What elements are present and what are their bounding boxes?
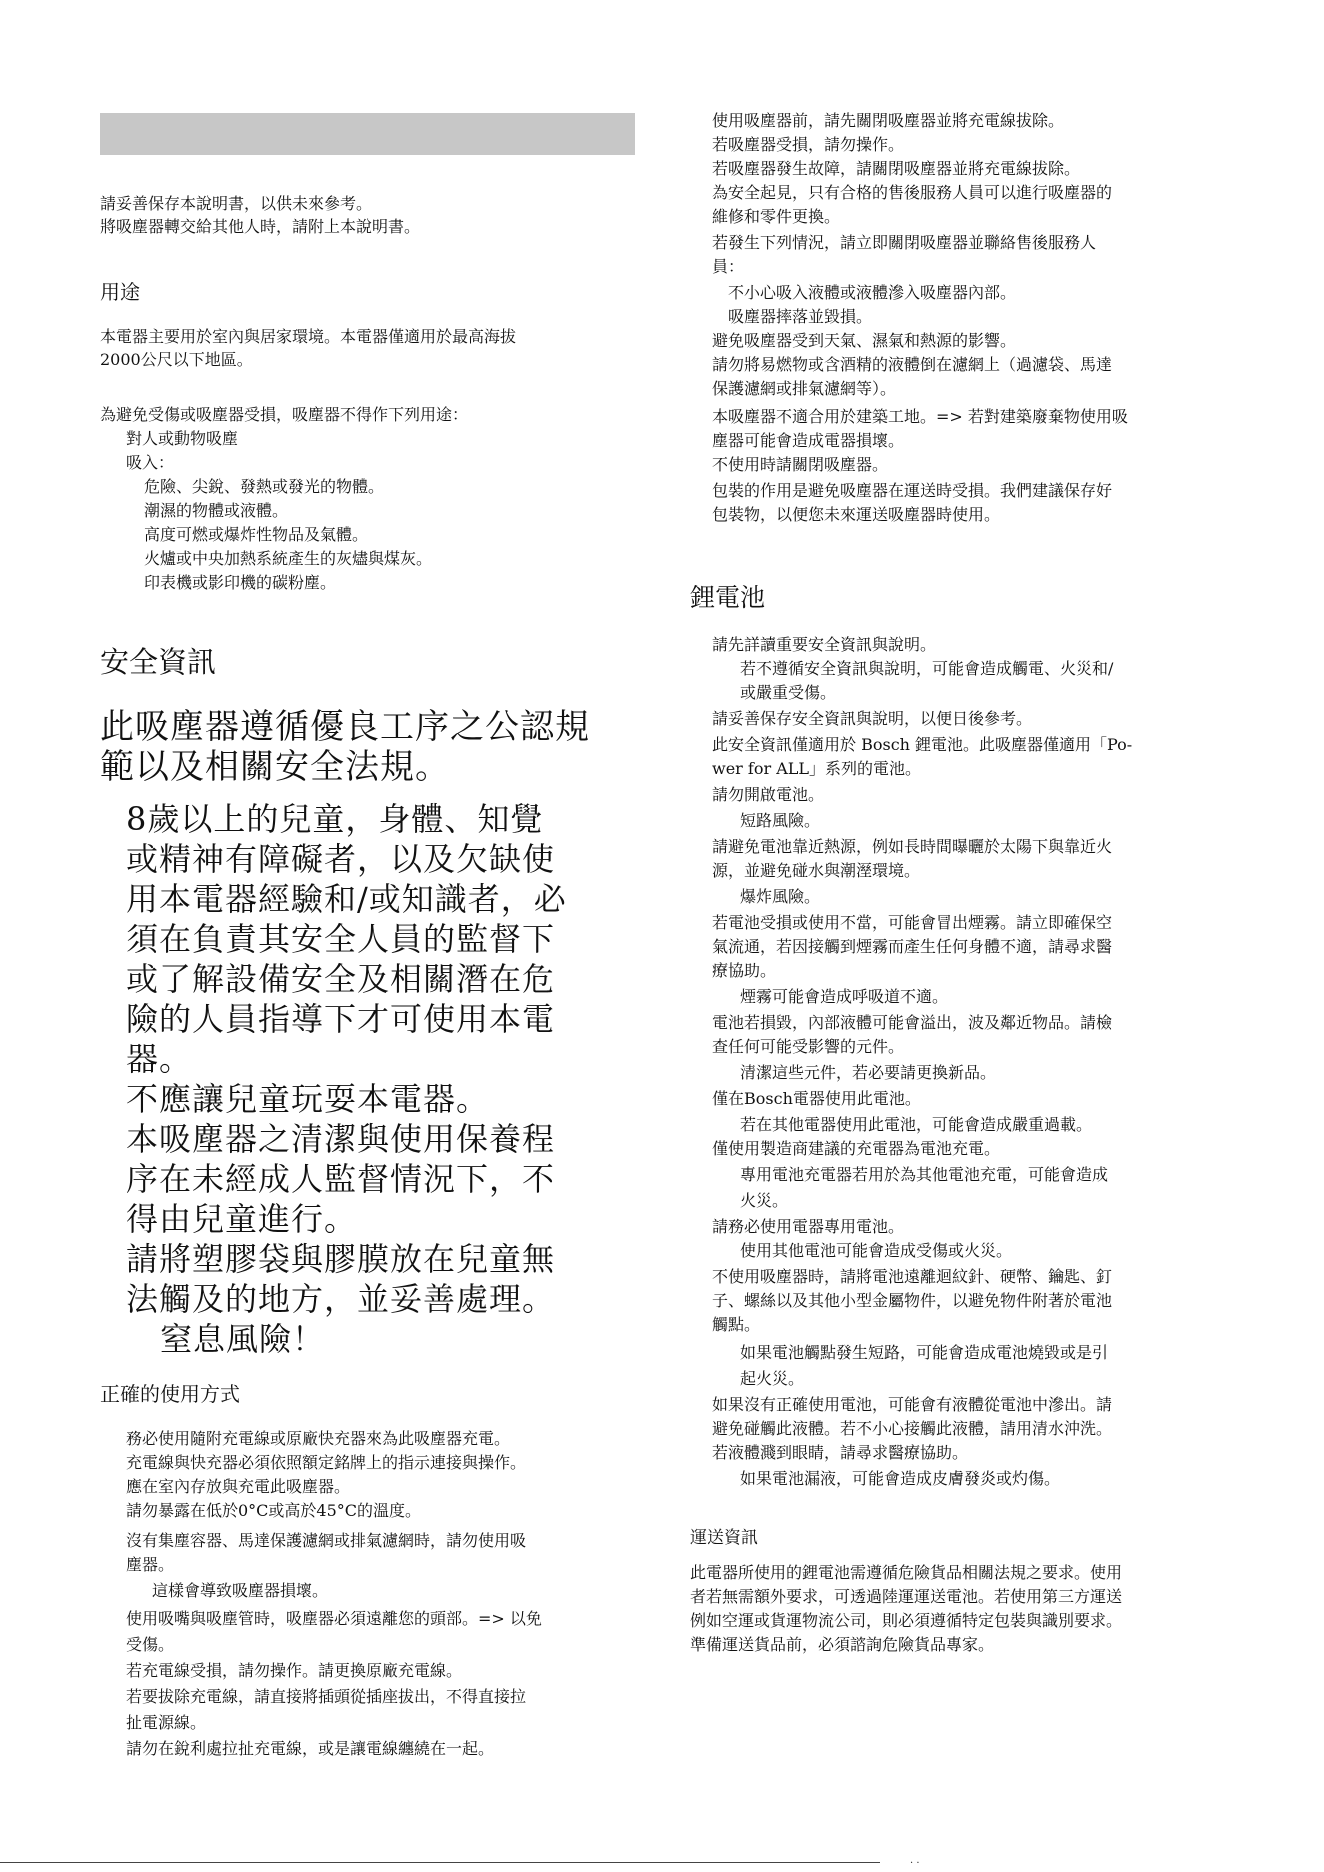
- battery-subline: 火災。: [740, 1191, 789, 1210]
- right-line: 員：: [712, 257, 745, 276]
- child-text: 本吸塵器之清潔與使用保養程: [126, 1120, 556, 1158]
- suffocation-warning: 窒息風險！: [160, 1320, 326, 1358]
- battery-line: 僅使用製造商建議的充電器為電池充電。: [712, 1139, 1001, 1158]
- battery-heading: 鋰電池: [690, 583, 766, 612]
- battery-line: 如果沒有正確使用電池，可能會有液體從電池中滲出。請: [712, 1395, 1113, 1414]
- right-line: 塵器可能會造成電器損壞。: [712, 431, 905, 450]
- transport-heading: 運送資訊: [690, 1528, 758, 1548]
- right-subline: 吸塵器摔落並毀損。: [728, 307, 873, 326]
- battery-subline: 若在其他電器使用此電池，可能會造成嚴重過載。: [740, 1115, 1093, 1134]
- battery-subline: 起火災。: [740, 1369, 805, 1388]
- battery-line: 此安全資訊僅適用於 Bosch 鋰電池。此吸塵器僅適用「Po-: [712, 735, 1133, 754]
- transport-line: 準備運送貨品前，必須諮詢危險貨品專家。: [690, 1635, 995, 1654]
- correct-use-heading: 正確的使用方式: [100, 1382, 240, 1406]
- safety-heading: 安全資訊: [100, 645, 217, 679]
- right-line: 若吸塵器受損，請勿操作。: [712, 135, 905, 154]
- right-subline: 不小心吸入液體或液體滲入吸塵器內部。: [728, 283, 1017, 302]
- child-text: 或精神有障礙者，以及欠缺使: [126, 840, 556, 878]
- battery-line: 請妥善保存安全資訊與說明，以便日後參考。: [712, 709, 1033, 728]
- child-text: 用本電器經驗和/或知識者，必: [126, 880, 567, 918]
- child-text: 請將塑膠袋與膠膜放在兒童無: [126, 1240, 556, 1278]
- correct-use-line: 請勿在銳利處拉扯充電線，或是讓電線纏繞在一起。: [126, 1739, 495, 1758]
- battery-line: 若電池受損或使用不當，可能會冒出煙霧。請立即確保空: [712, 913, 1113, 932]
- correct-use-line: 若要拔除充電線，請直接將插頭從插座拔出，不得直接拉: [126, 1687, 527, 1706]
- battery-line: 請避免電池靠近熱源，例如長時間曝曬於太陽下與靠近火: [712, 837, 1113, 856]
- battery-line: wer for ALL」系列的電池。: [712, 759, 921, 778]
- child-text: 序在未經成人監督情況下，不: [126, 1160, 556, 1198]
- avoid-subitem: 潮濕的物體或液體。: [144, 501, 289, 520]
- battery-line: 源，並避免碰水與潮溼環境。: [712, 861, 921, 880]
- avoid-item: 吸入：: [126, 453, 175, 472]
- child-text: 得由兒童進行。: [126, 1200, 358, 1238]
- battery-subline: 如果電池漏液，可能會造成皮膚發炎或灼傷。: [740, 1469, 1061, 1488]
- correct-use-line: 沒有集塵容器、馬達保護濾網或排氣濾網時，請勿使用吸: [126, 1531, 527, 1550]
- battery-subline: 短路風險。: [740, 811, 821, 830]
- correct-use-line: 務必使用隨附充電線或原廠快充器來為此吸塵器充電。: [126, 1429, 511, 1448]
- battery-subline: 爆炸風險。: [740, 887, 821, 906]
- transport-line: 者若無需額外要求，可透過陸運運送電池。若使用第三方運送: [690, 1587, 1123, 1606]
- correct-use-line: 塵器。: [126, 1555, 175, 1574]
- transport-line: 此電器所使用的鋰電池需遵循危險貨品相關法規之要求。使用: [690, 1563, 1123, 1582]
- correct-use-line: 若充電線受損，請勿操作。請更換原廠充電線。: [126, 1661, 463, 1680]
- child-text: 險的人員指導下才可使用本電: [126, 1000, 556, 1038]
- correct-use-subline: 這樣會導致吸塵器損壞。: [152, 1581, 329, 1600]
- right-line: 避免吸塵器受到天氣、濕氣和熱源的影響。: [712, 331, 1017, 350]
- battery-line: 查任何可能受影響的元件。: [712, 1037, 905, 1056]
- safety-statement: 範以及相關安全法規。: [100, 747, 450, 787]
- intro-line: 將吸塵器轉交給其他人時，請附上本說明書。: [100, 217, 421, 236]
- correct-use-line: 請勿暴露在低於0°C或高於45°C的溫度。: [126, 1501, 422, 1520]
- avoid-intro: 為避免受傷或吸塵器受損，吸塵器不得作下列用途：: [100, 405, 469, 424]
- right-line: 包裝的作用是避免吸塵器在運送時受損。我們建議保存好: [712, 481, 1113, 500]
- avoid-subitem: 印表機或影印機的碳粉塵。: [144, 573, 337, 592]
- correct-use-line: 使用吸嘴與吸塵管時，吸塵器必須遠離您的頭部。=> 以免: [126, 1609, 542, 1628]
- battery-line: 避免碰觸此液體。若不小心接觸此液體，請用清水沖洗。: [712, 1419, 1113, 1438]
- right-line: 請勿將易燃物或含酒精的液體倒在濾網上（過濾袋、馬達: [712, 355, 1113, 374]
- footer-rule: [0, 1862, 880, 1863]
- child-text: 器。: [126, 1040, 193, 1078]
- correct-use-line: 受傷。: [126, 1635, 175, 1654]
- correct-use-line: 充電線與快充器必須依照額定銘牌上的指示連接與操作。: [126, 1453, 527, 1472]
- battery-line: 請先詳讀重要安全資訊與說明。: [712, 635, 937, 654]
- transport-line: 例如空運或貨運物流公司，則必須遵循特定包裝與識別要求。: [690, 1611, 1123, 1630]
- right-line: 保護濾網或排氣濾網等）。: [712, 379, 897, 398]
- child-text: 須在負責其安全人員的監督下: [126, 920, 556, 958]
- correct-use-line: 應在室內存放與充電此吸塵器。: [126, 1477, 351, 1496]
- right-line: 包裝物，以便您未來運送吸塵器時使用。: [712, 505, 1001, 524]
- footer-mark: · ·: [910, 1858, 920, 1869]
- battery-line: 不使用吸塵器時，請將電池遠離迴紋針、硬幣、鑰匙、釘: [712, 1267, 1113, 1286]
- battery-line: 若液體濺到眼睛，請尋求醫療協助。: [712, 1443, 969, 1462]
- battery-subline: 如果電池觸點發生短路，可能會造成電池燒毀或是引: [740, 1343, 1109, 1362]
- battery-subline: 或嚴重受傷。: [740, 683, 837, 702]
- avoid-subitem: 火爐或中央加熱系統產生的灰燼與煤灰。: [144, 549, 433, 568]
- battery-subline: 使用其他電池可能會造成受傷或火災。: [740, 1241, 1013, 1260]
- intro-line: 請妥善保存本說明書，以供未來參考。: [100, 194, 373, 213]
- battery-line: 療協助。: [712, 961, 777, 980]
- usage-text: 2000公尺以下地區。: [100, 350, 253, 369]
- battery-line: 電池若損毀，內部液體可能會溢出，波及鄰近物品。請檢: [712, 1013, 1113, 1032]
- right-line: 維修和零件更換。: [712, 207, 841, 226]
- child-text: 或了解設備安全及相關潛在危: [126, 960, 556, 998]
- child-text: 法觸及的地方，並妥善處理。: [126, 1280, 556, 1318]
- child-text: 8歲以上的兒童，身體、知覺: [126, 800, 544, 838]
- right-line: 為安全起見，只有合格的售後服務人員可以進行吸塵器的: [712, 183, 1113, 202]
- battery-line: 請勿開啟電池。: [712, 785, 825, 804]
- battery-subline: 清潔這些元件，若必要請更換新品。: [740, 1063, 997, 1082]
- correct-use-line: 扯電源線。: [126, 1713, 207, 1732]
- battery-subline: 若不遵循安全資訊與說明，可能會造成觸電、火災和/: [740, 659, 1114, 678]
- battery-line: 請務必使用電器專用電池。: [712, 1217, 905, 1236]
- usage-heading: 用途: [100, 280, 140, 304]
- avoid-subitem: 危險、尖銳、發熱或發光的物體。: [144, 477, 385, 496]
- avoid-item: 對人或動物吸塵: [126, 429, 239, 448]
- battery-line: 觸點。: [712, 1315, 761, 1334]
- battery-line: 子、螺絲以及其他小型金屬物件，以避免物件附著於電池: [712, 1291, 1113, 1310]
- right-line: 使用吸塵器前，請先關閉吸塵器並將充電線拔除。: [712, 111, 1065, 130]
- right-line: 不使用時請關閉吸塵器。: [712, 455, 889, 474]
- right-line: 本吸塵器不適合用於建築工地。=> 若對建築廢棄物使用吸: [712, 407, 1128, 426]
- battery-subline: 專用電池充電器若用於為其他電池充電，可能會造成: [740, 1165, 1109, 1184]
- safety-statement: 此吸塵器遵循優良工序之公認規: [100, 707, 590, 747]
- section-title-bar: [100, 113, 635, 155]
- battery-subline: 煙霧可能會造成呼吸道不適。: [740, 987, 949, 1006]
- child-text: 不應讓兒童玩耍本電器。: [126, 1080, 490, 1118]
- usage-text: 本電器主要用於室內與居家環境。本電器僅適用於最高海拔: [100, 327, 517, 346]
- battery-line: 氣流通，若因接觸到煙霧而產生任何身體不適，請尋求醫: [712, 937, 1113, 956]
- avoid-subitem: 高度可燃或爆炸性物品及氣體。: [144, 525, 369, 544]
- right-line: 若吸塵器發生故障，請關閉吸塵器並將充電線拔除。: [712, 159, 1081, 178]
- battery-line: 僅在Bosch電器使用此電池。: [712, 1089, 921, 1108]
- right-line: 若發生下列情況，請立即關閉吸塵器並聯絡售後服務人: [712, 233, 1097, 252]
